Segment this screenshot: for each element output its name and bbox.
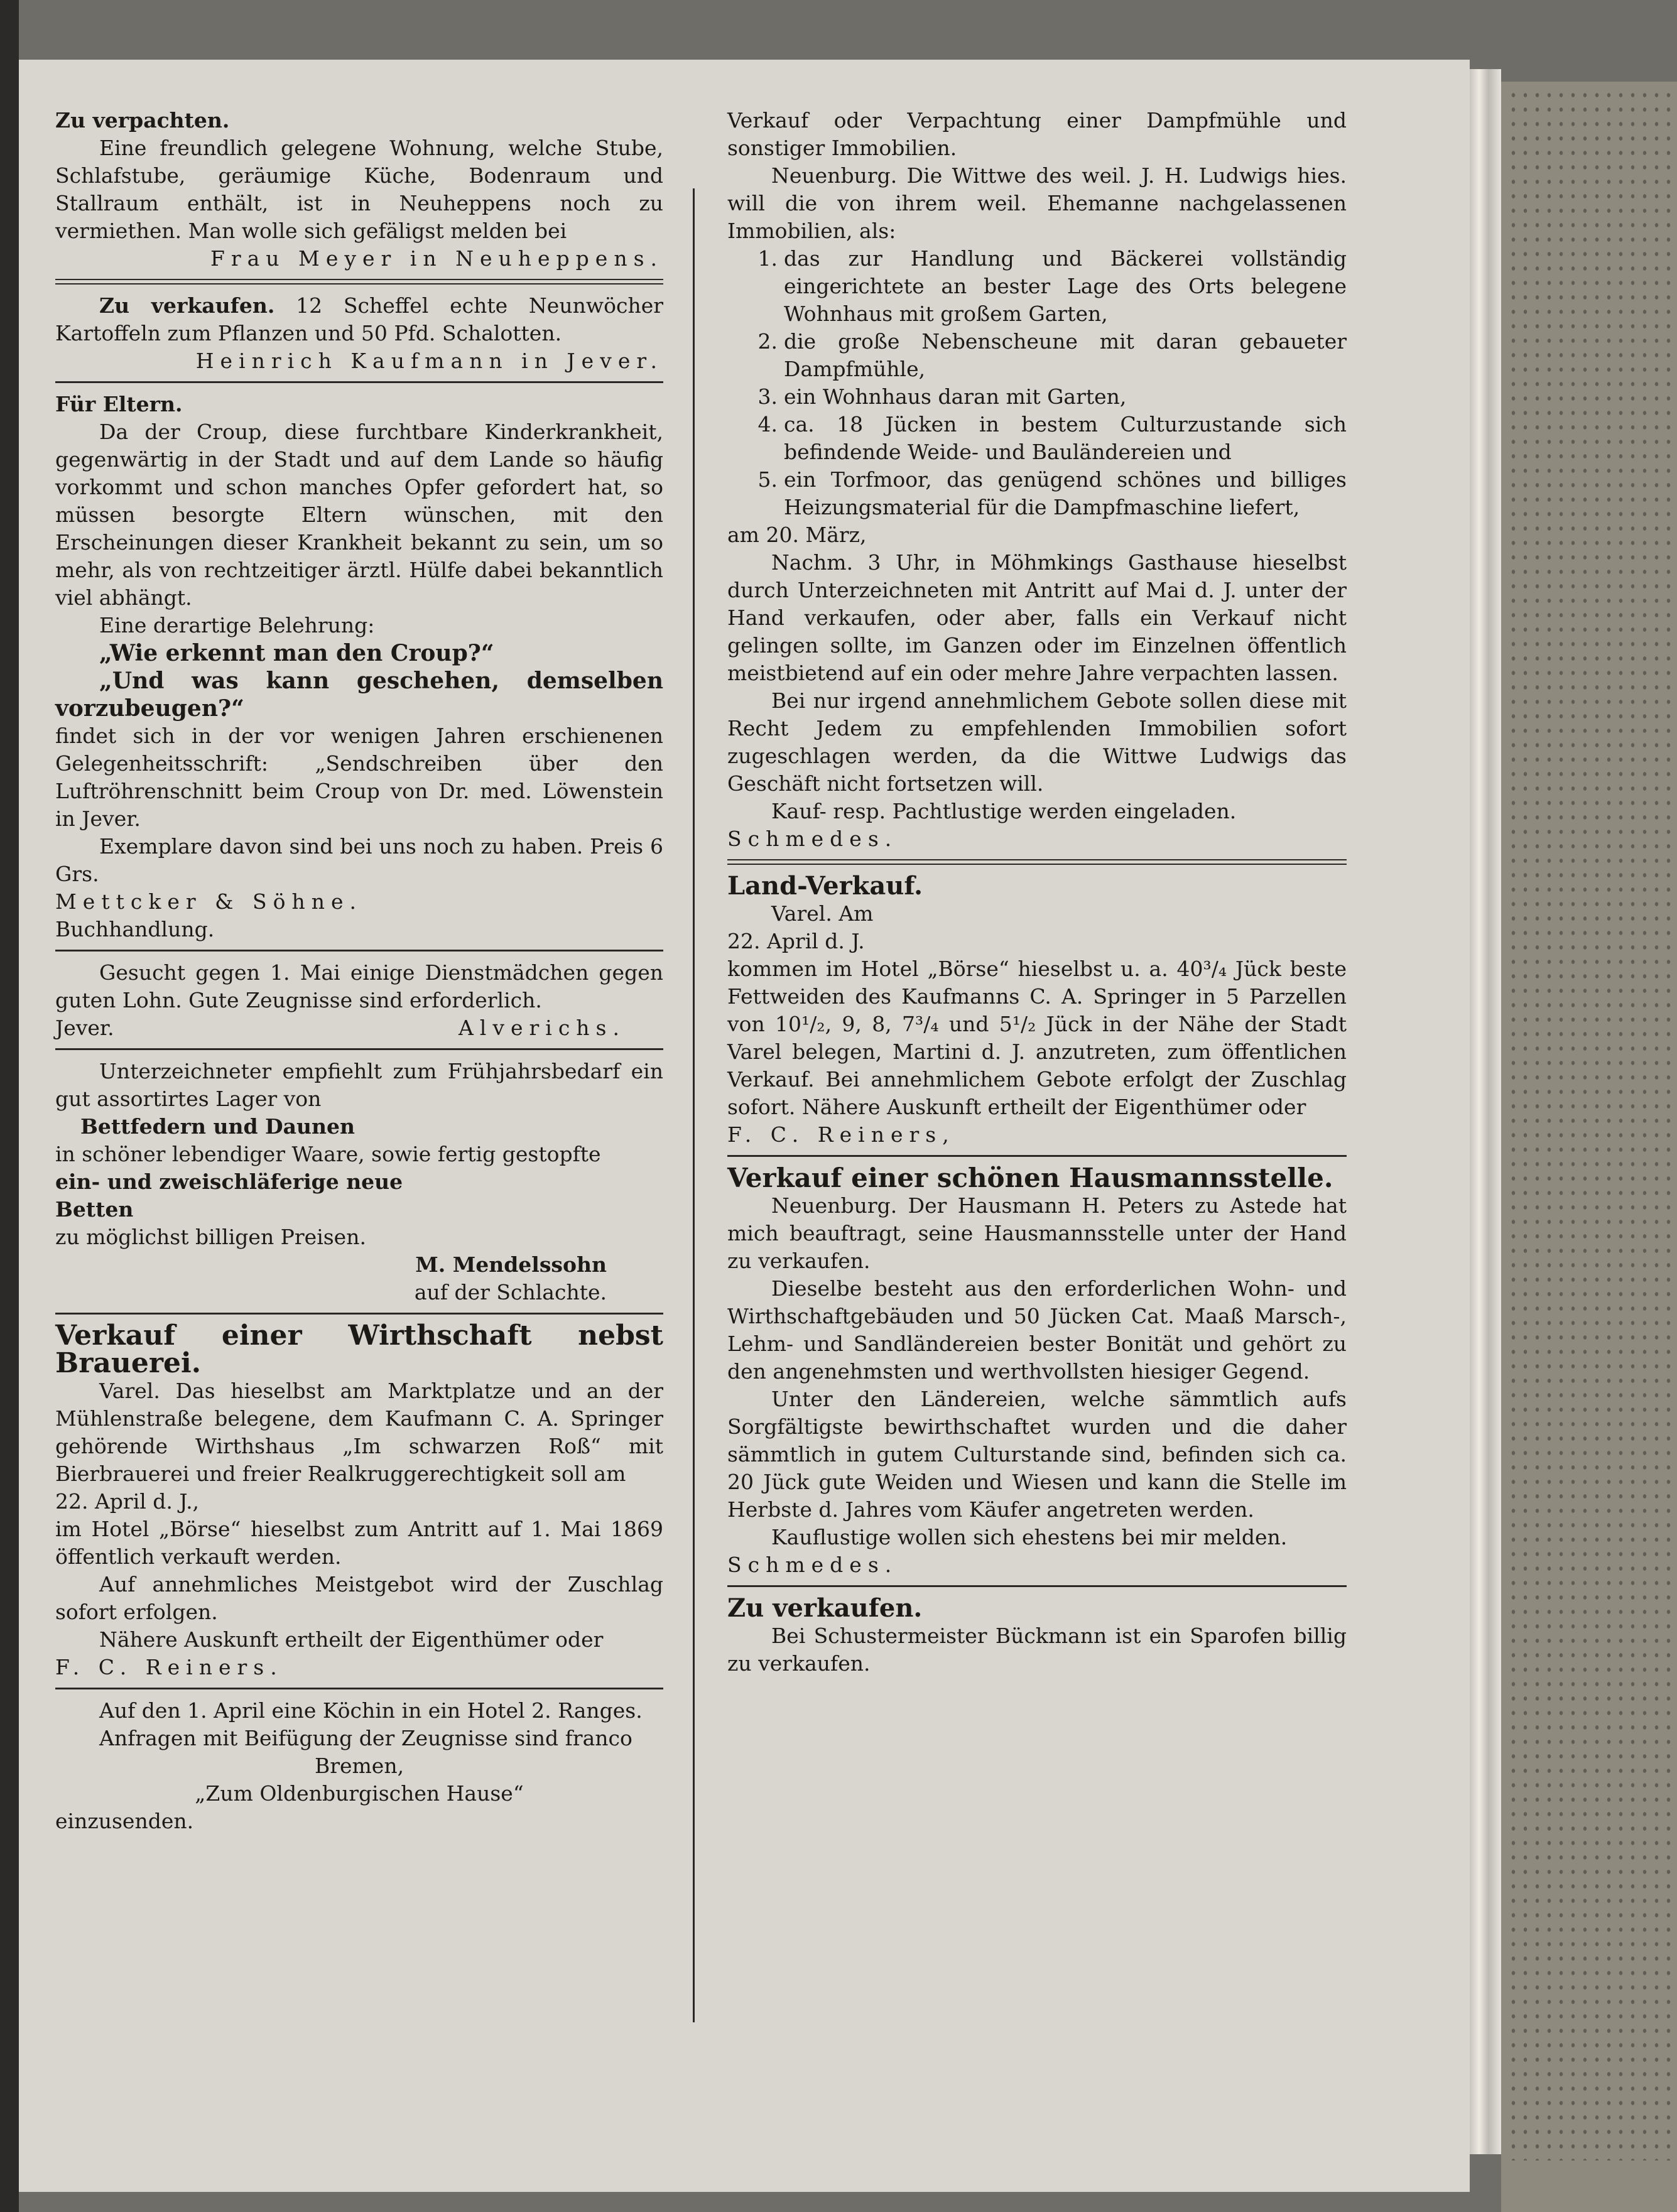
ad-date: 22. April d. J., (55, 1489, 200, 1514)
ad-hausmannsstelle (727, 1164, 1347, 1579)
ad-body: Neuenburg. Die Wittwe des weil. J. H. Ludwigs hies. will die von ihrem weil. Ehemanne nachgelassenen Immobilien, als: (727, 163, 1347, 243)
ad-body: Neuenburg. Der Hausmann H. Peters zu Astede hat mich beauftragt, seine Hausmannsstelle unter der Hand zu verkaufen. (727, 1193, 1347, 1273)
ad-fuer-eltern (55, 391, 663, 943)
separator (55, 1048, 663, 1050)
ad-body: Gesucht gegen 1. Mai einige Dienstmädchen gegen guten Lohn. Gute Zeugnisse sind erforderlich. (55, 960, 663, 1012)
ad-body: Anfragen mit Beifügung der Zeugnisse sind franco (99, 1726, 632, 1750)
list-item: 5. ein Torfmoor, das genügend schönes und billiges Heizungsmaterial für die Dampfmaschine liefert, (757, 467, 1347, 519)
left-column (55, 107, 663, 1835)
ad-body: Nähere Auskunft ertheilt der Eigenthümer oder (99, 1627, 604, 1652)
ad-lead: Zu verkaufen. (99, 293, 275, 318)
ad-body: Varel. Das hieselbst am Marktplatze und an der Mühlenstraße belegene, dem Kaufmann C. A. Springer gehörende Wirthshaus „Im schwarzen Roß“ mit Bierbrauerei und freier Realkruggerechtigkeit soll am (55, 1379, 663, 1486)
ad-signature: M. Mendelssohn (415, 1252, 607, 1277)
ad-body: Kauflustige wollen sich ehestens bei mir melden. (771, 1525, 1288, 1549)
separator (55, 381, 663, 383)
ad-signature: Heinrich Kaufmann in Jever. (195, 349, 663, 373)
ad-body: im Hotel „Börse“ hieselbst zum Antritt auf 1. Mai 1869 öffentlich verkauft werden. (55, 1517, 663, 1569)
list-item: 2. die große Nebenscheune mit daran gebaueter Dampfmühle, (757, 329, 1347, 381)
ad-body: kommen im Hotel „Börse“ hieselbst u. a. 40³/₄ Jück beste Fettweiden des Kaufmanns C. A. Springer in 5 Parzellen von 10¹/₂, 9, 8, 7³/₄ und 5¹/₂ Jück in der Nähe der Stadt Varel belegen, Martini d. J. anzutreten, zum öffentlichen Verkauf. Bei annehmlichem Gebote erfolgt der Zuschlag sofort. Nähere Auskunft ertheilt der Eigenthümer oder (727, 957, 1347, 1119)
ad-title: Verkauf einer Wirthschaft nebst Brauerei. (55, 1320, 663, 1379)
ad-body: Bei Schustermeister Bückmann ist ein Sparofen billig zu verkaufen. (727, 1624, 1347, 1676)
ad-body: Kauf- resp. Pachtlustige werden eingeladen. (771, 799, 1237, 823)
ad-city: Bremen, (314, 1754, 404, 1778)
ad-body: Auf den 1. April eine Köchin in ein Hotel 2. Ranges. (99, 1698, 643, 1723)
ad-dampfmuehle (727, 107, 1347, 853)
ad-question: „Wie erkennt man den Croup?“ (99, 640, 494, 666)
right-column (727, 107, 1347, 1678)
ad-title: Verkauf oder Verpachtung einer Dampfmühle und sonstiger Immobilien. (727, 108, 1347, 160)
separator (55, 1688, 663, 1689)
ad-body: Unterzeichneter empfiehlt zum Frühjahrsbedarf ein gut assortirtes Lager von (55, 1059, 663, 1111)
ad-body: in schöner lebendiger Waare, sowie fertig gestopfte (55, 1142, 601, 1166)
ad-body: Exemplare davon sind bei uns noch zu haben. Preis 6 Grs. (55, 834, 663, 886)
ad-title: Land-Verkauf. (727, 871, 923, 901)
ad-signature: Alverichs. (458, 1016, 626, 1040)
ad-title: Zu verkaufen. (727, 1593, 923, 1623)
cover-texture (1507, 88, 1671, 2160)
ad-signature: Schmedes. (727, 827, 898, 851)
ad-land-verkauf (727, 872, 1347, 1149)
ad-zu-verpachten (55, 107, 663, 273)
ad-body: Auf annehmliches Meistgebot wird der Zuschlag sofort erfolgen. (55, 1572, 663, 1624)
ad-title: Verkauf einer schönen Hausmannsstelle. (727, 1163, 1333, 1193)
ad-sparofen (727, 1595, 1347, 1678)
ad-headline: ein- und zweischläferige neue (55, 1169, 403, 1194)
item-list (727, 245, 1347, 521)
ad-body: Unter den Ländereien, welche sämmtlich aufs Sorgfältigste bewirthschaftet wurden und die daher sämmtlich in gutem Culturstande sind, befinden sich ca. 20 Jück gute Weiden und Wiesen und kann die Stelle im Herbste d. Jahres vom Käufer angetreten werden. (727, 1387, 1347, 1522)
ad-signature: Mettcker & Söhne. (55, 889, 362, 914)
ad-date: am 20. März, (727, 523, 867, 547)
ad-bettfedern (55, 1058, 663, 1306)
separator (55, 279, 663, 285)
list-item: 4. ca. 18 Jücken in bestem Culturzustande sich befindende Weide- und Bauländereien und (757, 412, 1347, 464)
ad-headline: Bettfedern und Daunen (80, 1114, 355, 1139)
separator (727, 1155, 1347, 1157)
separator (55, 950, 663, 951)
ad-body: Eine freundlich gelegene Wohnung, welche Stube, Schlafstube, geräumige Küche, Bodenraum und Stallraum enthält, ist in Neuheppens noch zu vermiethen. Man wolle sich gefäligst melden bei (55, 136, 663, 243)
ad-place: Jever. (55, 1016, 114, 1040)
list-item: 3. ein Wohnhaus daran mit Garten, (757, 384, 1127, 409)
ad-body: zu möglichst billigen Preisen. (55, 1225, 366, 1249)
ad-body: Nachm. 3 Uhr, in Möhmkings Gasthause hieselbst durch Unterzeichneten mit Antritt auf Mai d. J. unter der Hand verkaufen, oder aber, falls ein Verkauf nicht gelingen sollte, im Ganzen oder im Einzelnen öffentlich meistbietend auf ein oder mehre Jahre verpachten lassen. (727, 550, 1347, 685)
separator (727, 1585, 1347, 1587)
ad-gesucht (55, 959, 663, 1042)
ad-signature: F. C. Reiners. (55, 1655, 283, 1679)
ad-headline: Betten (55, 1197, 134, 1222)
ad-signature: Schmedes. (727, 1553, 898, 1577)
separator (55, 1313, 663, 1315)
ad-date: 22. April d. J. (727, 929, 865, 953)
column-divider (693, 188, 695, 2022)
book-gutter (0, 0, 19, 2212)
ad-body: Eine derartige Belehrung: (99, 613, 375, 637)
ad-signature: F. C. Reiners, (727, 1122, 955, 1147)
ad-body: 12 Scheffel echte Neunwöcher Kartoffeln zum Pflanzen und 50 Pfd. Schalotten. (55, 293, 664, 345)
ad-body: findet sich in der vor wenigen Jahren erschienenen Gelegenheitsschrift: „Sendschreiben über den Luftröhrenschnitt beim Croup von Dr. med. Löwenstein in Jever. (55, 724, 663, 831)
separator (727, 859, 1347, 865)
list-item: 1. das zur Handlung und Bäckerei vollständig eingerichtete an bester Lage des Orts belegene Wohnhaus mit großem Garten, (757, 246, 1347, 326)
ad-signature: auf der Schlachte. (414, 1280, 607, 1304)
ad-wirthschaft (55, 1322, 663, 1681)
ad-title: Für Eltern. (55, 392, 183, 416)
ad-body: Dieselbe besteht aus den erforderlichen Wohn- und Wirthschaftgebäuden und 50 Jücken Cat. Maaß Marsch-, Lehm- und Sandländereien bester Bonität und gehört zu den angenehmsten und werthvollsten hiesiger Gegend. (727, 1276, 1347, 1384)
ad-question: „Und was kann geschehen, demselben vorzubeugen?“ (55, 668, 663, 722)
ad-lead: Varel. Am (771, 901, 874, 926)
ad-koechin (55, 1697, 663, 1835)
ad-title: Zu verpachten. (55, 108, 230, 133)
ad-address: „Zum Oldenburgischen Hause“ (195, 1781, 524, 1806)
page-edges (1470, 69, 1501, 2154)
ad-body: einzusenden. (55, 1809, 194, 1833)
ad-signature: Frau Meyer in Neuheppens. (210, 246, 663, 271)
ad-body: Bei nur irgend annehmlichem Gebote sollen diese mit Recht Jedem zu empfehlenden Immobilien sofort zugeschlagen werden, da die Wittwe Ludwigs das Geschäft nicht fortsetzen will. (727, 688, 1347, 796)
ad-body: Da der Croup, diese furchtbare Kinderkrankheit, gegenwärtig in der Stadt und auf dem Lande so häufig vorkommt und schon manches Opfer gefordert hat, so müssen besorgte Eltern wünschen, mit den Erscheinungen dieser Krankheit bekannt zu sein, um so mehr, als von rechtzeitiger ärztl. Hülfe dabei bekanntlich viel abhängt. (55, 420, 663, 610)
ad-signature: Buchhandlung. (55, 917, 215, 941)
ad-zu-verkaufen-kartoffeln (55, 292, 663, 375)
